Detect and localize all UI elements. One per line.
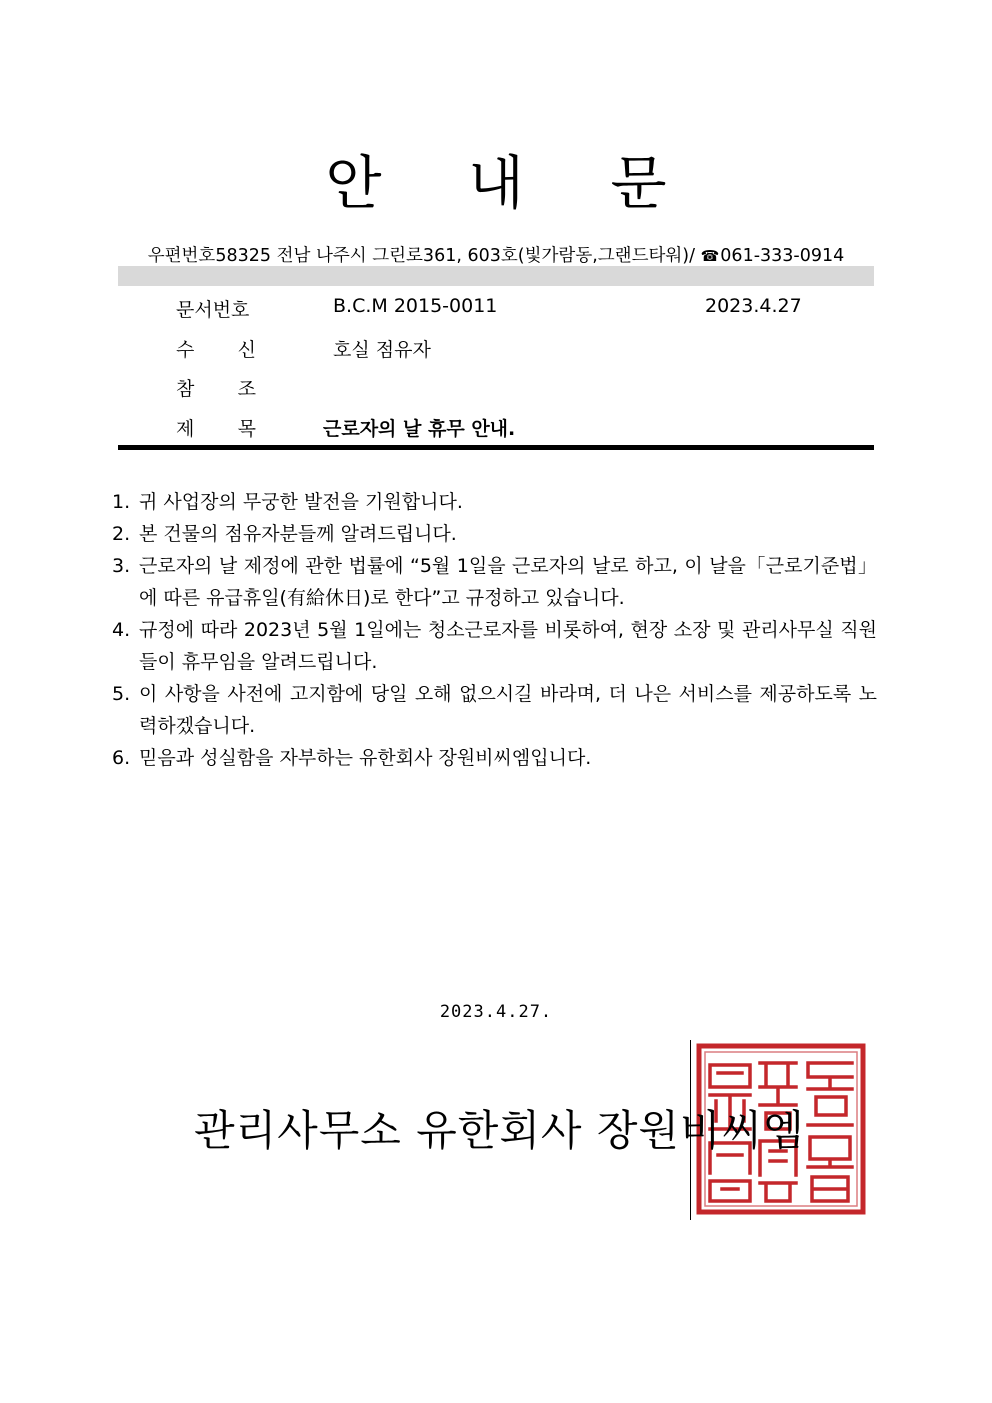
document-title: 안 내 문 xyxy=(325,149,701,217)
item-number: 5. xyxy=(112,683,131,705)
item-text: 본 건물의 점유자분들께 알려드립니다. xyxy=(139,523,457,545)
reference-label-char-1: 참 xyxy=(176,378,195,400)
item-text: 규정에 따라 2023년 5월 1일에는 청소근로자를 비롯하여, 현장 소장 및 관리사무실 직원들이 휴무임을 알려드립니다. xyxy=(139,619,877,673)
address-text: 우편번호58325 전남 나주시 그린로361, 603호(빛가람동,그랜드타워)/ xyxy=(147,246,696,266)
subject-row xyxy=(118,414,874,444)
item-number: 2. xyxy=(112,523,131,545)
list-item xyxy=(112,518,877,550)
footer-date: 2023.4.27. xyxy=(439,1002,553,1022)
list-item xyxy=(112,550,877,614)
telephone-icon: ☎ xyxy=(700,247,720,265)
item-text: 귀 사업장의 무궁한 발전을 기원합니다. xyxy=(139,491,463,513)
reference-row xyxy=(118,374,874,404)
subject-label-char-1: 제 xyxy=(176,418,195,440)
item-text: 믿음과 성실함을 자부하는 유한회사 장원비씨엠입니다. xyxy=(139,747,592,769)
sender-address xyxy=(118,242,874,267)
item-text: 이 사항을 사전에 고지함에 당일 오해 없으시길 바라며, 더 나은 서비스를 제공하도록 노력하겠습니다. xyxy=(139,683,877,737)
subject-label-char-2: 목 xyxy=(237,418,256,440)
item-text: 근로자의 날 제정에 관한 법률에 “5월 1일을 근로자의 날로 하고, 이 날을「근로기준법」에 따른 유급휴일(有給休日)로 한다”고 규정하고 있습니다. xyxy=(139,555,877,609)
doc-number-row xyxy=(118,295,874,325)
item-number: 4. xyxy=(112,619,131,641)
list-item xyxy=(112,742,877,774)
doc-date: 2023.4.27 xyxy=(705,295,802,317)
subject-value: 근로자의 날 휴무 안내. xyxy=(323,418,516,440)
item-number: 3. xyxy=(112,555,131,577)
list-item xyxy=(112,614,877,678)
header-bottom-rule xyxy=(118,445,874,450)
reference-label-char-2: 조 xyxy=(237,378,256,400)
recipient-label xyxy=(176,335,256,362)
notice-body-list xyxy=(112,486,877,774)
recipient-value: 호실 점유자 xyxy=(333,339,431,361)
phone-number: 061-333-0914 xyxy=(720,246,845,266)
subject-label xyxy=(176,414,256,441)
list-item xyxy=(112,678,877,742)
item-number: 1. xyxy=(112,491,131,513)
item-number: 6. xyxy=(112,747,131,769)
doc-number-label: 문서번호 xyxy=(176,299,250,321)
recipient-row xyxy=(118,335,874,365)
header-divider-band xyxy=(118,266,874,286)
recipient-label-char-1: 수 xyxy=(176,339,195,361)
list-item xyxy=(112,486,877,518)
recipient-label-char-2: 신 xyxy=(237,339,256,361)
company-name-signature: 관리사무소 유한회사 장원비씨엠 xyxy=(194,1106,805,1155)
doc-number-value: B.C.M 2015-0011 xyxy=(333,295,498,317)
reference-label xyxy=(176,374,256,401)
